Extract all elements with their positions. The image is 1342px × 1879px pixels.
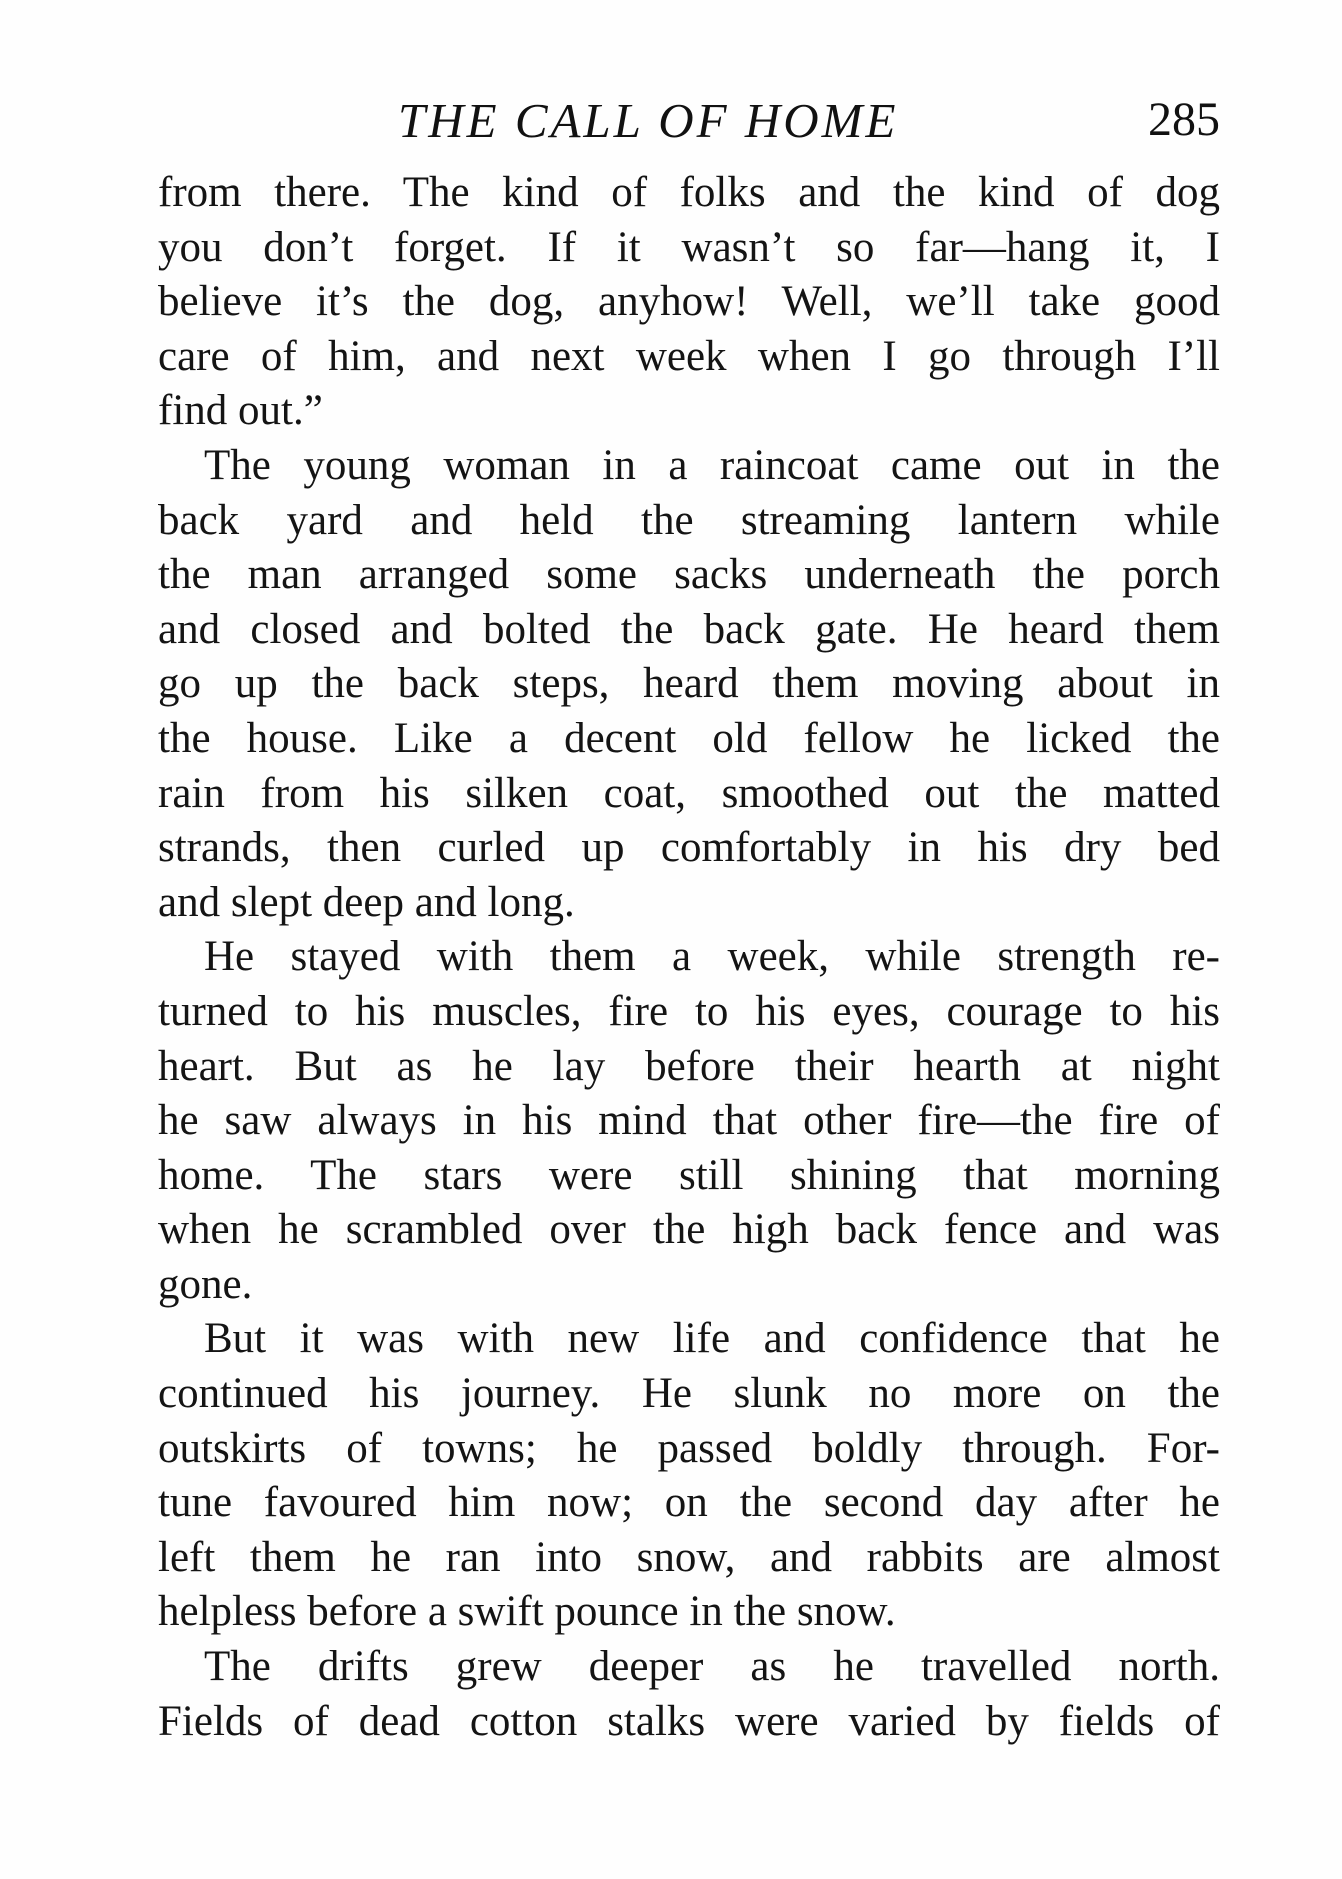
text-line: when he scrambled over the high back fence and was bbox=[158, 1206, 1220, 1254]
text-line: heart. But as he lay before their hearth at night bbox=[158, 1042, 1220, 1090]
text-line: home. The stars were still shining that morning bbox=[158, 1151, 1220, 1199]
text-line: left them he ran into snow, and rabbits are almost bbox=[158, 1533, 1220, 1581]
text-line: care of him, and next week when I go through I’ll bbox=[158, 332, 1220, 380]
text-line: go up the back steps, heard them moving about in bbox=[158, 660, 1220, 708]
text-line: find out.” bbox=[158, 387, 323, 435]
text-line: and slept deep and long. bbox=[158, 878, 575, 926]
text-line: strands, then curled up comfortably in his dry bed bbox=[158, 824, 1220, 872]
text-line: turned to his muscles, fire to his eyes, courage to his bbox=[158, 987, 1220, 1035]
text-line: gone. bbox=[158, 1260, 253, 1308]
text-line: the man arranged some sacks underneath the porch bbox=[158, 551, 1220, 599]
text-line: helpless before a swift pounce in the snow. bbox=[158, 1588, 896, 1636]
text-line: from there. The kind of folks and the kind of dog bbox=[158, 169, 1220, 216]
text-line: rain from his silken coat, smoothed out the matted bbox=[158, 769, 1220, 817]
text-line: he saw always in his mind that other fire—the fire of bbox=[158, 1097, 1220, 1145]
text-line: tune favoured him now; on the second day after he bbox=[158, 1479, 1220, 1527]
text-line: continued his journey. He slunk no more on the bbox=[158, 1370, 1220, 1418]
page-number: 285 bbox=[1148, 93, 1220, 146]
text-line: He stayed with them a week, while strength re- bbox=[204, 933, 1220, 981]
text-line: you don’t forget. If it wasn’t so far—hang it, I bbox=[158, 223, 1220, 271]
text-line: The young woman in a raincoat came out in the bbox=[204, 441, 1220, 489]
running-title: THE CALL OF HOME bbox=[398, 93, 899, 148]
text-line: the house. Like a decent old fellow he licked the bbox=[158, 714, 1220, 762]
text-line: But it was with new life and confidence that he bbox=[204, 1315, 1220, 1363]
body-text bbox=[158, 166, 1220, 1749]
text-line: outskirts of towns; he passed boldly through. For- bbox=[158, 1424, 1220, 1472]
text-line: and closed and bolted the back gate. He heard them bbox=[158, 605, 1220, 653]
text-line: believe it’s the dog, anyhow! Well, we’ll take good bbox=[158, 278, 1220, 326]
text-line: The drifts grew deeper as he travelled north. bbox=[204, 1643, 1220, 1691]
page-header bbox=[158, 92, 1220, 152]
text-line: Fields of dead cotton stalks were varied by fields of bbox=[158, 1697, 1220, 1745]
text-line: back yard and held the streaming lantern while bbox=[158, 496, 1220, 544]
